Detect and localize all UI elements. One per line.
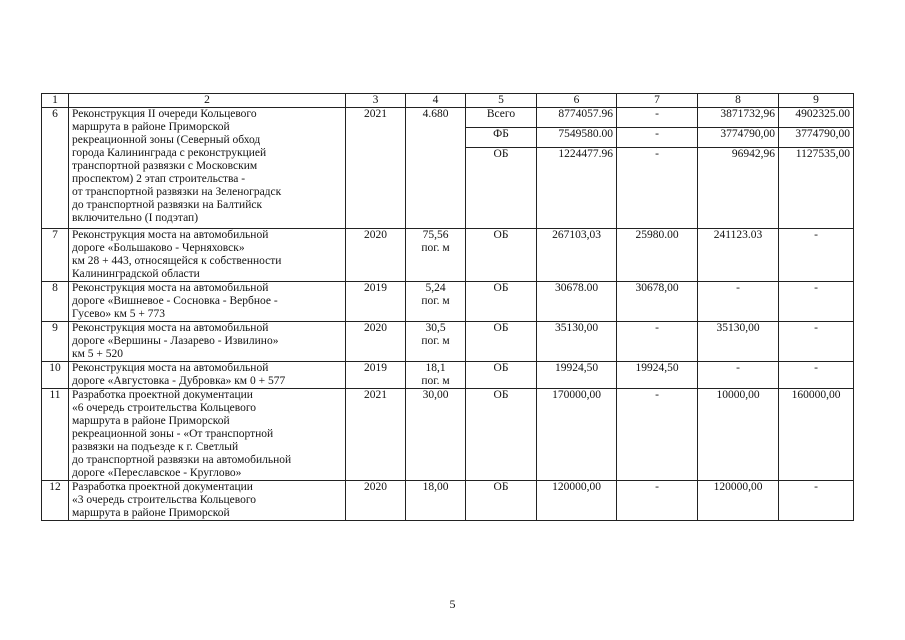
project-name-line: «6 очередь строительства Кольцевого [72,402,257,414]
project-name-line: дороге «Вишневое - Сосновка - Вербное - [72,295,278,307]
amount-col9-cell: 4902325.00 [779,108,854,128]
amount-col7-cell: 19924,50 [617,362,698,389]
length-line: 18,1 [425,362,446,374]
project-name-line: рекреационной зоны (Северный обход [72,134,261,146]
project-name-line: км 28 + 443, относящейся к собственности [72,255,282,267]
project-name-line: транспортной развязки с Московским [72,160,258,172]
project-name-line: города Калининграда с реконструкцией [72,147,267,159]
column-number-header: 8 [698,94,779,108]
amount-col8-cell: 10000,00 [698,389,779,481]
table-row [42,282,854,322]
table-row [42,229,854,282]
project-name-cell [69,481,346,521]
length-line: 4.680 [422,108,449,120]
column-number-header: 6 [537,94,617,108]
project-name-cell [69,362,346,389]
amount-col7-cell: - [617,389,698,481]
total-amount-cell: 1224477.96 [537,148,617,229]
year-cell: 2021 [346,389,406,481]
project-name-line: Реконструкция моста на автомобильной [72,322,269,334]
table-row [42,389,854,481]
project-name-line: маршрута в районе Приморской [72,415,230,427]
project-name-line: рекреационной зоны - «От транспортной [72,428,274,440]
table-row [42,362,854,389]
amount-col8-cell: - [698,362,779,389]
length-line: 30,00 [422,389,449,401]
column-number-header: 4 [406,94,466,108]
year-cell: 2020 [346,322,406,362]
length-line: 18,00 [422,481,449,493]
funding-source-cell: ОБ [466,148,537,229]
year-cell: 2020 [346,481,406,521]
length-cell [406,362,466,389]
project-name-cell [69,229,346,282]
funding-source-cell: ОБ [466,282,537,322]
amount-col8-cell: 241123.03 [698,229,779,282]
length-cell [406,108,466,229]
amount-col8-cell: 3774790,00 [698,128,779,148]
total-amount-cell: 8774057.96 [537,108,617,128]
row-number: 11 [42,389,69,481]
year-cell: 2021 [346,108,406,229]
project-name-line: Гусево» км 5 + 773 [72,308,166,320]
row-number: 8 [42,282,69,322]
funding-source-cell: ОБ [466,389,537,481]
funding-source-cell: Всего [466,108,537,128]
column-number-header: 5 [466,94,537,108]
project-name-cell [69,282,346,322]
project-name-line: дороге «Переславское - Круглово» [72,467,242,479]
row-number: 6 [42,108,69,229]
project-name-line: Калининградской области [72,268,200,280]
length-line: 75,56 [422,229,449,241]
length-cell [406,389,466,481]
length-line: пог. м [421,375,450,387]
project-name-line: маршрута в районе Приморской [72,121,230,133]
row-number: 9 [42,322,69,362]
project-name-cell [69,322,346,362]
project-name-line: км 5 + 520 [72,348,123,360]
amount-col7-cell: 25980.00 [617,229,698,282]
length-line: пог. м [421,295,450,307]
column-number-header: 3 [346,94,406,108]
funding-source-cell: ОБ [466,229,537,282]
amount-col9-cell: 160000,00 [779,389,854,481]
row-number: 12 [42,481,69,521]
project-name-line: Реконструкция моста на автомобильной [72,282,269,294]
amount-col7-cell: - [617,128,698,148]
project-name-line: дороге «Большаково - Черняховск» [72,242,245,254]
length-line: пог. м [421,335,450,347]
project-name-line: проспектом) 2 этап строительства - [72,173,246,185]
header-row [42,94,854,108]
year-cell: 2020 [346,229,406,282]
projects-table [41,93,854,521]
amount-col7-cell: - [617,148,698,229]
project-name-line: от транспортной развязки на Зеленоградск [72,186,282,198]
row-number: 10 [42,362,69,389]
funding-source-cell: ФБ [466,128,537,148]
length-cell [406,322,466,362]
total-amount-cell: 30678.00 [537,282,617,322]
project-name-line: Реконструкция II очереди Кольцевого [72,108,257,120]
project-name-line: Разработка проектной документации [72,389,253,401]
funding-source-cell: ОБ [466,322,537,362]
project-name-line: «3 очередь строительства Кольцевого [72,494,257,506]
amount-col9-cell: - [779,229,854,282]
amount-col9-cell: 1127535,00 [779,148,854,229]
total-amount-cell: 170000,00 [537,389,617,481]
project-name-line: Реконструкция моста на автомобильной [72,362,269,374]
amount-col9-cell: - [779,362,854,389]
project-name-line: Реконструкция моста на автомобильной [72,229,269,241]
length-cell [406,229,466,282]
amount-col7-cell: - [617,108,698,128]
amount-col7-cell: 30678,00 [617,282,698,322]
project-name-line: включительно (I подэтап) [72,212,199,224]
total-amount-cell: 267103,03 [537,229,617,282]
amount-col9-cell: - [779,481,854,521]
length-line: 5,24 [425,282,446,294]
table-row [42,108,854,128]
amount-col9-cell: - [779,322,854,362]
project-name-line: до транспортной развязки на Балтийск [72,199,263,211]
column-number-header: 2 [69,94,346,108]
table-row [42,322,854,362]
total-amount-cell: 35130,00 [537,322,617,362]
length-cell [406,282,466,322]
table-row [42,481,854,521]
amount-col7-cell: - [617,481,698,521]
amount-col8-cell: 96942,96 [698,148,779,229]
funding-source-cell: ОБ [466,362,537,389]
amount-col8-cell: 120000,00 [698,481,779,521]
project-name-line: дороге «Августовка - Дубровка» км 0 + 577 [72,375,286,387]
project-name-line: Разработка проектной документации [72,481,253,493]
year-cell: 2019 [346,362,406,389]
amount-col8-cell: - [698,282,779,322]
amount-col7-cell: - [617,322,698,362]
project-name-line: маршрута в районе Приморской [72,507,230,519]
year-cell: 2019 [346,282,406,322]
project-name-line: до транспортной развязки на автомобильной [72,454,292,466]
funding-source-cell: ОБ [466,481,537,521]
project-name-cell [69,389,346,481]
total-amount-cell: 19924,50 [537,362,617,389]
project-name-line: дороге «Вершины - Лазарево - Извилино» [72,335,279,347]
length-line: пог. м [421,242,450,254]
length-line: 30,5 [425,322,446,334]
project-name-line: развязки на подъезде к г. Светлый [72,441,239,453]
length-cell [406,481,466,521]
amount-col9-cell: 3774790,00 [779,128,854,148]
project-name-cell [69,108,346,229]
amount-col8-cell: 3871732,96 [698,108,779,128]
page-number: 5 [449,597,456,611]
column-number-header: 9 [779,94,854,108]
amount-col8-cell: 35130,00 [698,322,779,362]
total-amount-cell: 120000,00 [537,481,617,521]
column-number-header: 1 [42,94,69,108]
total-amount-cell: 7549580.00 [537,128,617,148]
amount-col9-cell: - [779,282,854,322]
column-number-header: 7 [617,94,698,108]
row-number: 7 [42,229,69,282]
